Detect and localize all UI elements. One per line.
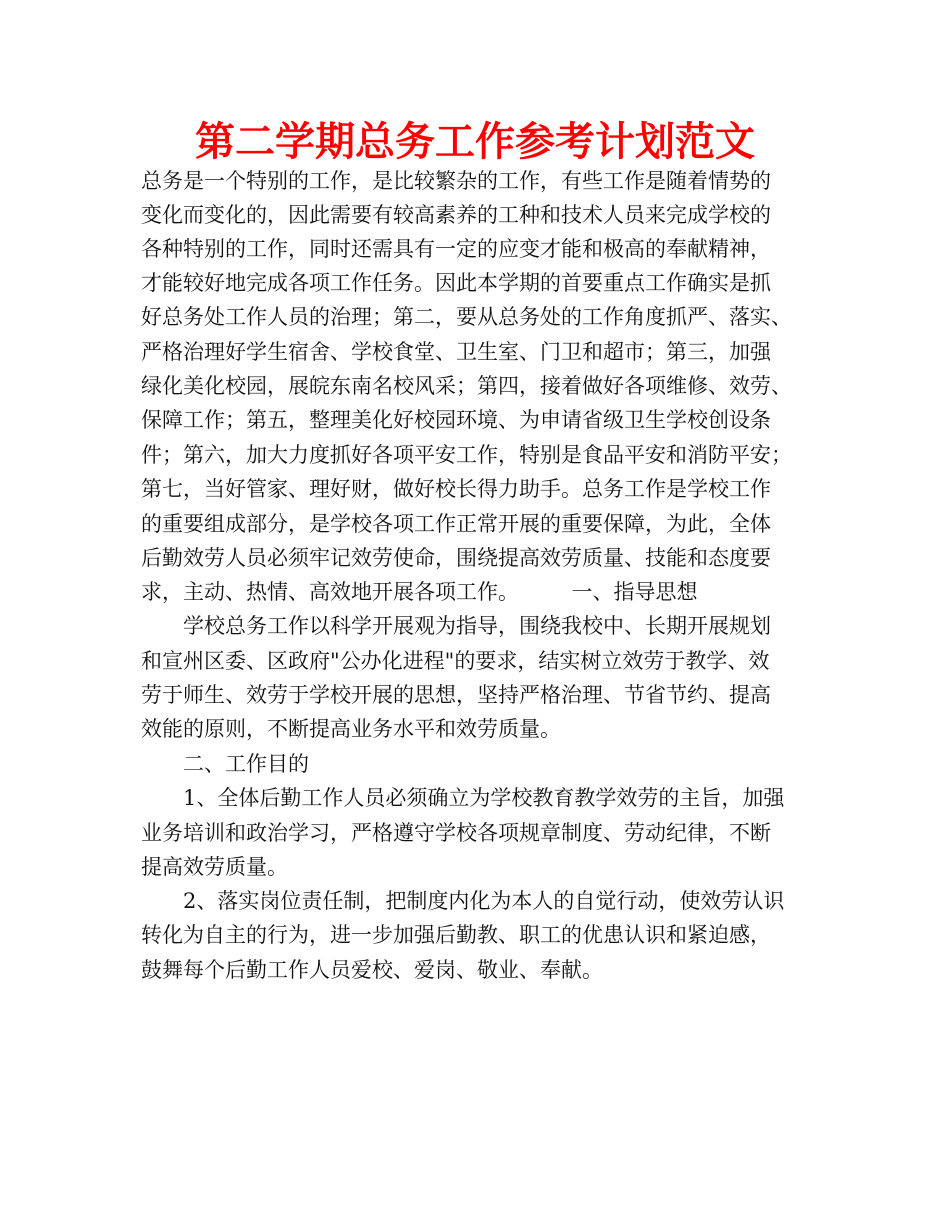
body-line: 总务是一个特别的工作，是比较繁杂的工作，有些工作是随着情势的 — [141, 169, 771, 193]
body-line: 鼓舞每个后勤工作人员爱校、爱岗、敬业、奉献。 — [141, 958, 603, 982]
body-line: 绿化美化校园，展皖东南名校风采；第四，接着做好各项维修、效劳、 — [141, 374, 792, 398]
body-line: 2、落实岗位责任制，把制度内化为本人的自觉行动，使效劳认识 — [141, 889, 785, 913]
body-line: 效能的原则，不断提高业务水平和效劳质量。 — [141, 717, 561, 741]
body-line: 二、工作目的 — [141, 752, 309, 776]
body-line: 好总务处工作人员的治理；第二，要从总务处的工作角度抓严、落实、 — [141, 305, 792, 329]
body-line: 的重要组成部分，是学校各项工作正常开展的重要保障，为此，全体 — [141, 512, 771, 536]
body-line: 各种特别的工作，同时还需具有一定的应变才能和极高的奉献精神， — [141, 237, 771, 261]
body-line: 提高效劳质量。 — [141, 855, 288, 879]
body-line: 第七，当好管家、理好财，做好校长得力助手。总务工作是学校工作 — [141, 477, 771, 501]
body-line: 严格治理好学生宿舍、学校食堂、卫生室、门卫和超市；第三，加强 — [141, 340, 771, 364]
body-line: 和宣州区委、区政府"公办化进程"的要求，结实树立效劳于教学、效 — [141, 649, 770, 673]
body-line: 后勤效劳人员必须牢记效劳使命，围绕提高效劳质量、技能和态度要 — [141, 546, 771, 570]
body-line: 变化而变化的，因此需要有较高素养的工种和技术人员来完成学校的 — [141, 203, 771, 227]
document-title: 第二学期总务工作参考计划范文 — [195, 119, 755, 165]
body-line: 件；第六，加大力度抓好各项平安工作，特别是食品平安和消防平安； — [141, 443, 792, 467]
body-line: 求，主动、热情、高效地开展各项工作。 一、指导思想 — [141, 580, 698, 604]
body-line: 学校总务工作以科学开展观为指导，围绕我校中、长期开展规划 — [141, 614, 771, 638]
body-line: 业务培训和政治学习，严格遵守学校各项规章制度、劳动纪律，不断 — [141, 821, 771, 845]
body-line: 保障工作；第五，整理美化好校园环境、为申请省级卫生学校创设条 — [141, 408, 771, 432]
body-line: 1、全体后勤工作人员必须确立为学校教育教学效劳的主旨，加强 — [141, 786, 785, 810]
body-line: 劳于师生、效劳于学校开展的思想，坚持严格治理、节省节约、提高 — [141, 683, 771, 707]
body-line: 才能较好地完成各项工作任务。因此本学期的首要重点工作确实是抓 — [141, 271, 771, 295]
body-line: 转化为自主的行为，进一步加强后勤教、职工的优患认识和紧迫感， — [141, 923, 771, 947]
